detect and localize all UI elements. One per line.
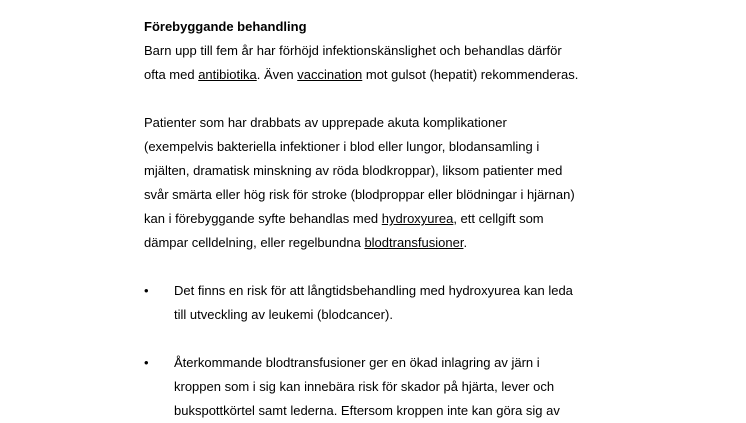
hydroxyurea-link[interactable]: hydroxyurea <box>381 211 454 226</box>
text-span: kan i förebyggande syfte behandlas med <box>144 211 382 226</box>
section-heading: Förebyggande behandling <box>144 19 307 34</box>
antibiotika-link[interactable]: antibiotika <box>198 67 257 82</box>
bullet-line: Återkommande blodtransfusioner ger en ökad inlagring av järn i <box>174 355 540 370</box>
bullet-line: kroppen som i sig kan innebära risk för skador på hjärta, lever och <box>174 379 555 394</box>
bullet-line: Det finns en risk för att långtidsbehandling med hydroxyurea kan leda <box>174 283 573 298</box>
paragraph-treatment <box>144 111 614 255</box>
bullet-item-iron-accumulation <box>144 351 614 423</box>
text-span: , ett cellgift som <box>453 211 544 226</box>
paragraph-line: (exempelvis bakteriella infektioner i blod eller lungor, blodansamling i <box>144 139 540 154</box>
text-span: mot gulsot (hepatit) rekommenderas. <box>362 67 579 82</box>
text-span: . <box>463 235 468 250</box>
paragraph-line: Barn upp till fem år har förhöjd infektionskänslighet och behandlas därför <box>144 43 562 58</box>
bullet-icon: • <box>144 355 149 370</box>
paragraph-line: Patienter som har drabbats av upprepade akuta komplikationer <box>144 115 507 130</box>
paragraph-line: svår smärta eller hög risk för stroke (blodproppar eller blödningar i hjärnan) <box>144 187 575 202</box>
paragraph-spacer <box>144 327 614 351</box>
text-span: ofta med <box>144 67 199 82</box>
paragraph-line <box>144 207 614 231</box>
paragraph-intro <box>144 39 614 87</box>
paragraph-line <box>144 231 614 255</box>
bullet-line: till utveckling av leukemi (blodcancer). <box>174 307 393 322</box>
paragraph-line <box>144 63 614 87</box>
paragraph-spacer <box>144 255 614 279</box>
bullet-icon: • <box>144 283 149 298</box>
paragraph-line: mjälten, dramatisk minskning av röda blodkroppar), liksom patienter med <box>144 163 563 178</box>
bullet-item-leukemia-risk <box>144 279 614 327</box>
text-span: dämpar celldelning, eller regelbundna <box>144 235 365 250</box>
text-span: . Även <box>256 67 298 82</box>
blodtransfusioner-link[interactable]: blodtransfusioner <box>364 235 464 250</box>
bullet-line: bukspottkörtel samt lederna. Eftersom kroppen inte kan göra sig av <box>174 403 560 418</box>
document-body <box>144 15 614 423</box>
vaccination-link[interactable]: vaccination <box>297 67 363 82</box>
paragraph-spacer <box>144 87 614 111</box>
